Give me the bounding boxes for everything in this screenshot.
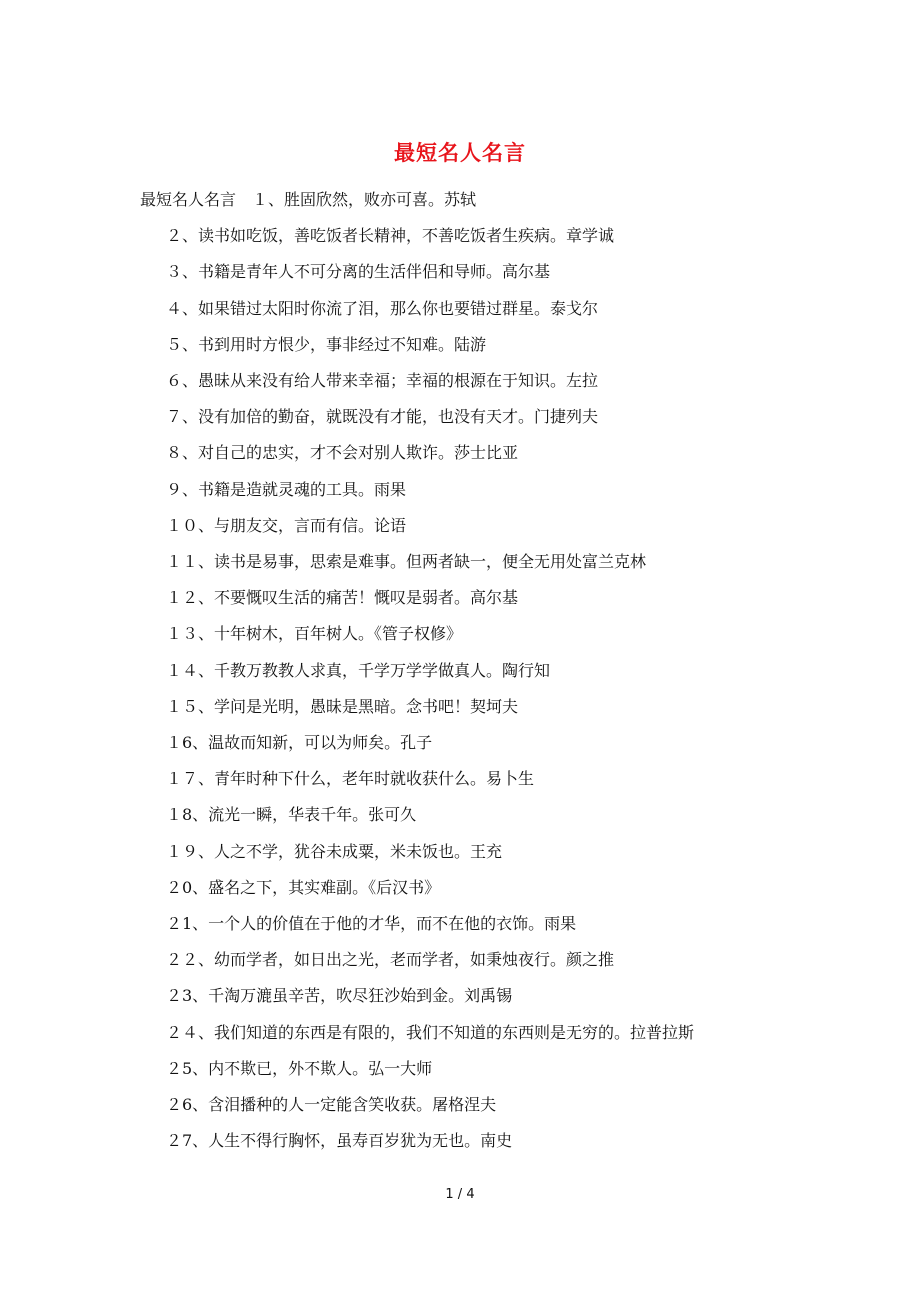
quote-line: ６、愚昧从来没有给人带来幸福；幸福的根源在于知识。左拉 [166,371,599,390]
quote-line: １8、流光一瞬，华表千年。张可久 [166,805,417,825]
quote-line: １７、青年时种下什么，老年时就收获什么。易卜生 [166,769,535,789]
quote-line: ２7、人生不得行胸怀，虽寿百岁犹为无也。南史 [166,1131,513,1151]
quote-line: １6、温故而知新，可以为师矣。孔子 [166,733,433,752]
quote-line: １２、不要慨叹生活的痛苦！慨叹是弱者。高尔基 [166,588,519,608]
page-number: 1 / 4 [445,1187,475,1202]
quote-line: １３、十年树木，百年树人。《管子权修》 [166,624,463,644]
quote-line: １０、与朋友交，言而有信。论语 [166,515,407,535]
quote-line: ３、书籍是青年人不可分离的生活伴侣和导师。高尔基 [166,262,551,282]
quote-line: ８、对自己的忠实，才不会对别人欺诈。莎士比亚 [166,443,519,463]
quote-line: ９、书籍是造就灵魂的工具。雨果 [166,479,407,499]
quote-line: ２5、内不欺已，外不欺人。弘一大师 [166,1058,433,1078]
quote-line: ２４、我们知道的东西是有限的，我们不知道的东西则是无穷的。拉普拉斯 [166,1022,695,1042]
quote-line: ４、如果错过太阳时你流了泪，那么你也要错过群星。泰戈尔 [166,298,599,318]
quote-line: １１、读书是易事，思索是难事。但两者缺一，便全无用处富兰克林 [166,552,647,571]
quote-line: ２1、一个人的价值在于他的才华，而不在他的衣饰。雨果 [166,914,577,933]
quote-line: ５、书到用时方恨少，事非经过不知难。陆游 [166,334,487,354]
quote-line: 最短名人名言 １、胜固欣然，败亦可喜。苏轼 [140,190,477,209]
quote-line: ２２、幼而学者，如日出之光，老而学者，如秉烛夜行。颜之推 [166,950,615,970]
quote-line: ７、没有加倍的勤奋，就既没有才能，也没有天才。门捷列夫 [166,407,599,427]
quote-line: １９、人之不学，犹谷未成粟，米未饭也。王充 [166,841,503,861]
quote-line: ２6、含泪播种的人一定能含笑收获。屠格涅夫 [166,1095,497,1114]
quote-line: ２0、盛名之下，其实难副。《后汉书》 [166,877,441,897]
quote-line: １４、千教万教教人求真，千学万学学做真人。陶行知 [166,660,551,680]
quote-line: ２、读书如吃饭，善吃饭者长精神，不善吃饭者生疾病。章学诚 [166,226,615,246]
quote-line: ２3、千淘万漉虽辛苦，吹尽狂沙始到金。刘禹锡 [166,986,513,1006]
document-title: 最短名人名言 [394,140,526,165]
quote-line: １５、学问是光明，愚昧是黑暗。念书吧！契坷夫 [166,696,519,716]
